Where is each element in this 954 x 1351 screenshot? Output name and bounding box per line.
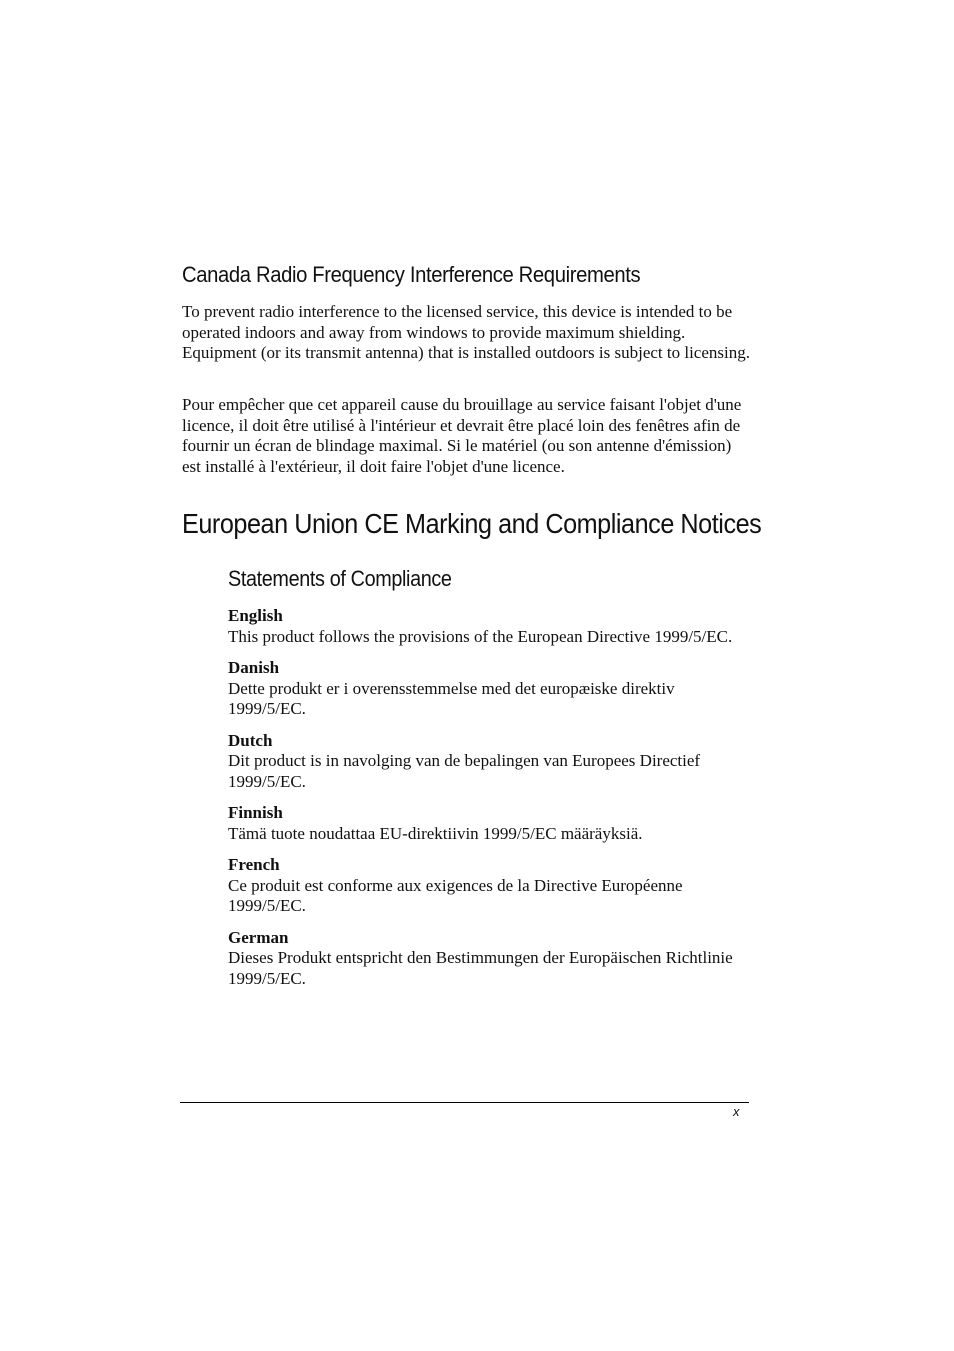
statement-language: Danish [228,658,280,677]
canada-paragraph-french: Pour empêcher que cet appareil cause du brouillage au service faisant l'objet d'une licence, il doit être utilisé à l'intérieur et devrait être placé loin des fenêtres afin de fournir un écran de blindage maximal. Si le matériel (ou son antenne d'émission) est installé à l'extérieur, il doit faire l'objet d'une licence. [182,395,742,476]
statement-language: French [228,855,280,874]
statement-language: German [228,927,289,947]
statement-text: Dette produkt er i overensstemmelse med det europæiske direktiv 1999/5/EC. [228,678,675,718]
statement-german [228,928,748,990]
statement-dutch [228,731,748,793]
statement-text: This product follows the provisions of the European Directive 1999/5/EC. [228,626,733,646]
compliance-statements-list [228,606,748,1000]
eu-ce-heading: European Union CE Marking and Compliance Notices [182,508,762,539]
statement-french [228,855,748,917]
statements-of-compliance-heading: Statements of Compliance [228,566,452,591]
canada-paragraph-english: To prevent radio interference to the licensed service, this device is intended to be operated indoors and away from windows to provide maximum shielding. Equipment (or its transmit antenna) that is installed outdoors is subject to licensing. [182,302,750,362]
canada-rf-heading: Canada Radio Frequency Interference Requirements [182,262,641,287]
statement-finnish [228,803,748,844]
statement-text: Tämä tuote noudattaa EU-direktiivin 1999/5/EC määräyksiä. [228,823,643,843]
footer-divider [180,1102,749,1103]
statement-language: Finnish [228,803,283,822]
statement-text: Dieses Produkt entspricht den Bestimmungen der Europäischen Richtlinie 1999/5/EC. [228,948,733,988]
statement-text: Ce produit est conforme aux exigences de la Directive Européenne 1999/5/EC. [228,875,683,915]
page-number: x [733,1104,740,1119]
statement-language: Dutch [228,730,273,750]
statement-english [228,606,748,647]
statement-language: English [228,606,283,625]
statement-text: Dit product is in navolging van de bepalingen van Europees Directief 1999/5/EC. [228,751,701,791]
statement-danish [228,658,748,720]
